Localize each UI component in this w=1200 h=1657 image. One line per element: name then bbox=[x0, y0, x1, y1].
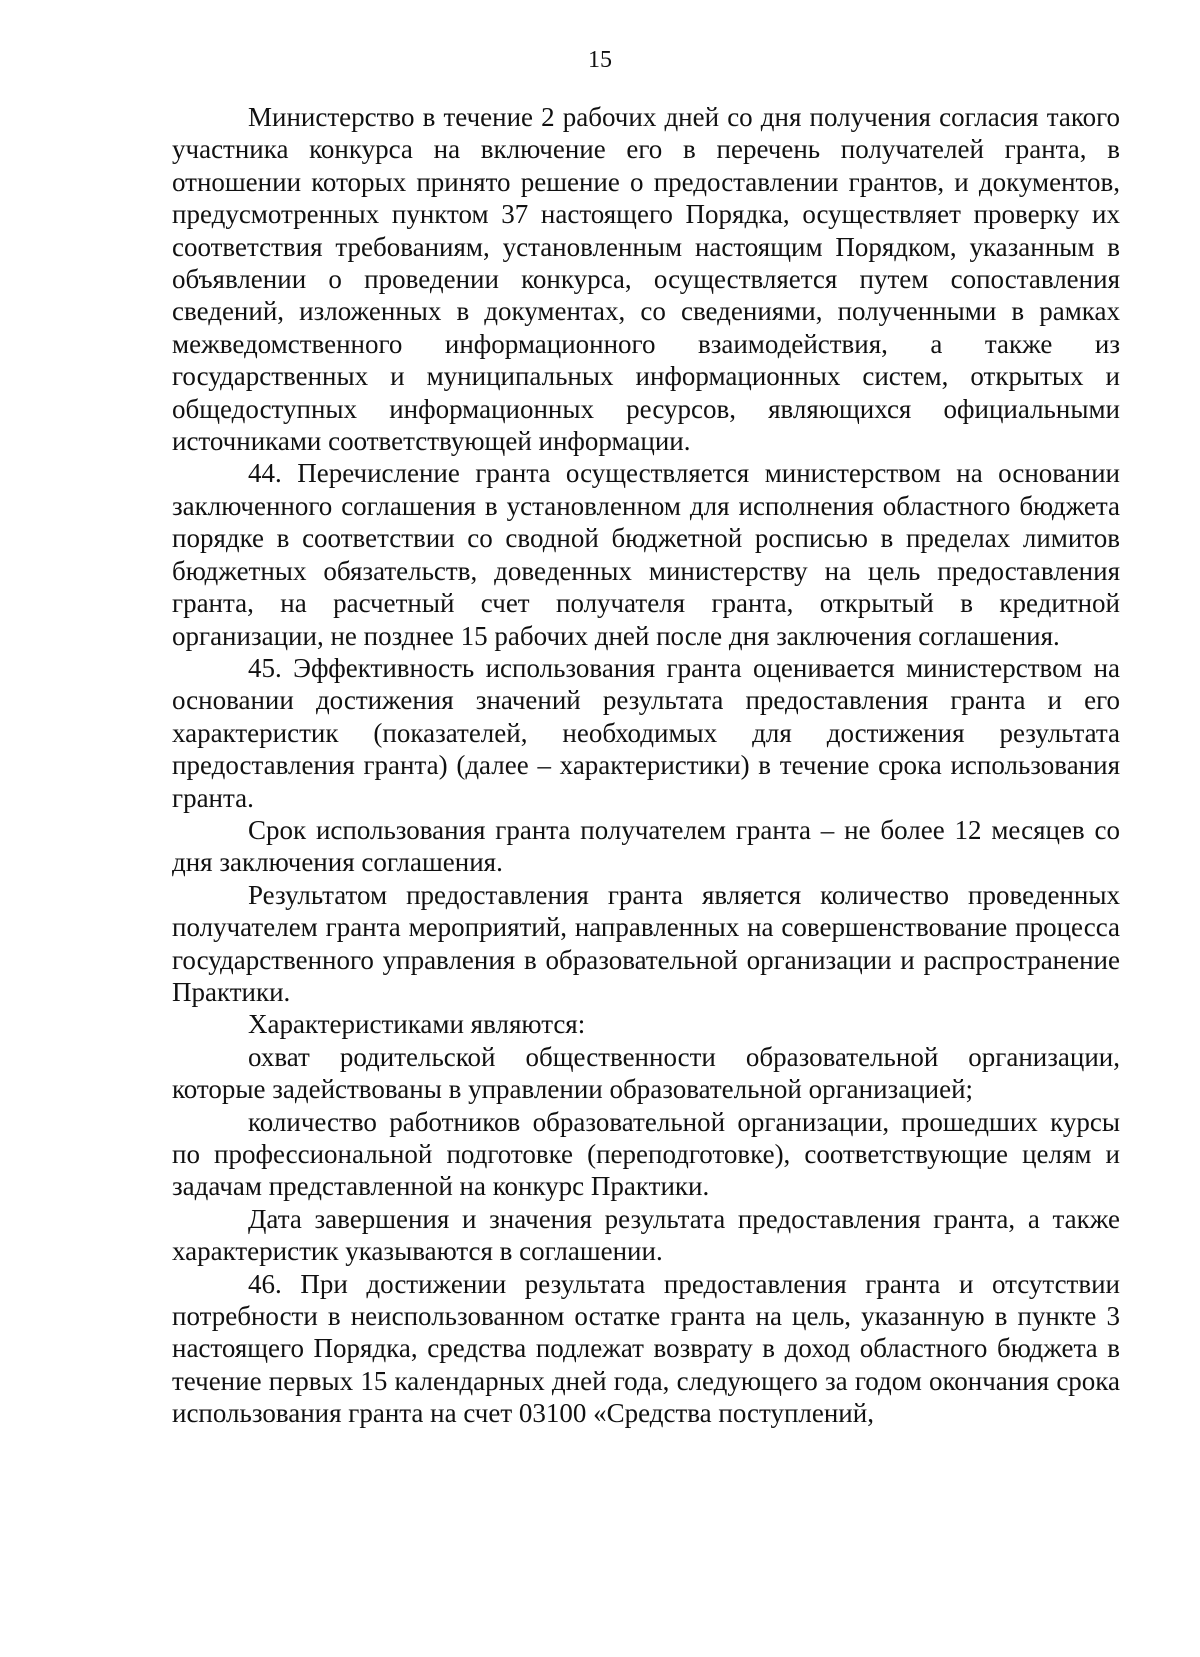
paragraph-grant-result: Результатом предоставления гранта является количество проведенных получателем гранта мероприятий, направленных на совершенствование процесса государственного управления в образовательной организации и распространение Практики. bbox=[172, 879, 1120, 1007]
paragraph-characteristic-2: количество работников образовательной организации, прошедших курсы по профессиональной подготовке (переподготовке), соответствующие целям и задачам представленной на конкурс Практики. bbox=[172, 1106, 1120, 1202]
paragraph-44: 44. Перечисление гранта осуществляется министерством на основании заключенного соглашения в установленном для исполнения областного бюджета порядке в соответствии со сводной бюджетной росписью в пределах лимитов бюджетных обязательств, доведенных министерству на цель предоставления гранта, на расчетный счет получателя гранта, открытый в кредитной организации, не позднее 15 рабочих дней после дня заключения соглашения. bbox=[172, 458, 1120, 651]
paragraph-ministry-check: Министерство в течение 2 рабочих дней со дня получения согласия такого участника конкурса на включение его в перечень получателей гранта, в отношении которых принято решение о предоставлении грантов, и документов, предусмотренных пунктом 37 настоящего Порядка, осуществляет проверку их соответствия требованиям, установленным настоящим Порядком, указанным в объявлении о проведении конкурса, осуществляется путем сопоставления сведений, изложенных в документах, со сведениями, полученными в рамках межведомственного информационного взаимодействия, а также из государственных и муниципальных информационных систем, открытых и общедоступных информационных ресурсов, являющихся официальными источниками соответствующей информации. bbox=[172, 102, 1120, 457]
paragraph-46: 46. При достижении результата предоставления гранта и отсутствии потребности в неиспользованном остатке гранта на цель, указанную в пункте 3 настоящего Порядка, средства подлежат возврату в доход областного бюджета в течение первых 15 календарных дней года, следующего за годом окончания срока использования гранта на счет 03100 «Средства поступлений, bbox=[172, 1268, 1120, 1429]
paragraph-45: 45. Эффективность использования гранта оценивается министерством на основании достижения значений результата предоставления гранта и его характеристик (показателей, необходимых для достижения результата предоставления гранта) (далее – характеристики) в течение срока использования гранта. bbox=[172, 652, 1120, 813]
paragraph-characteristic-1: охват родительской общественности образовательной организации, которые задействованы в управлении образовательной организацией; bbox=[172, 1041, 1120, 1105]
paragraph-grant-term: Срок использования гранта получателем гранта – не более 12 месяцев со дня заключения соглашения. bbox=[172, 814, 1120, 878]
page-number: 15 bbox=[588, 47, 612, 73]
paragraph-characteristics-heading: Характеристиками являются: bbox=[248, 1009, 586, 1040]
document-body bbox=[172, 101, 1120, 1430]
paragraph-completion-date: Дата завершения и значения результата предоставления гранта, а также характеристик указываются в соглашении. bbox=[172, 1203, 1120, 1267]
